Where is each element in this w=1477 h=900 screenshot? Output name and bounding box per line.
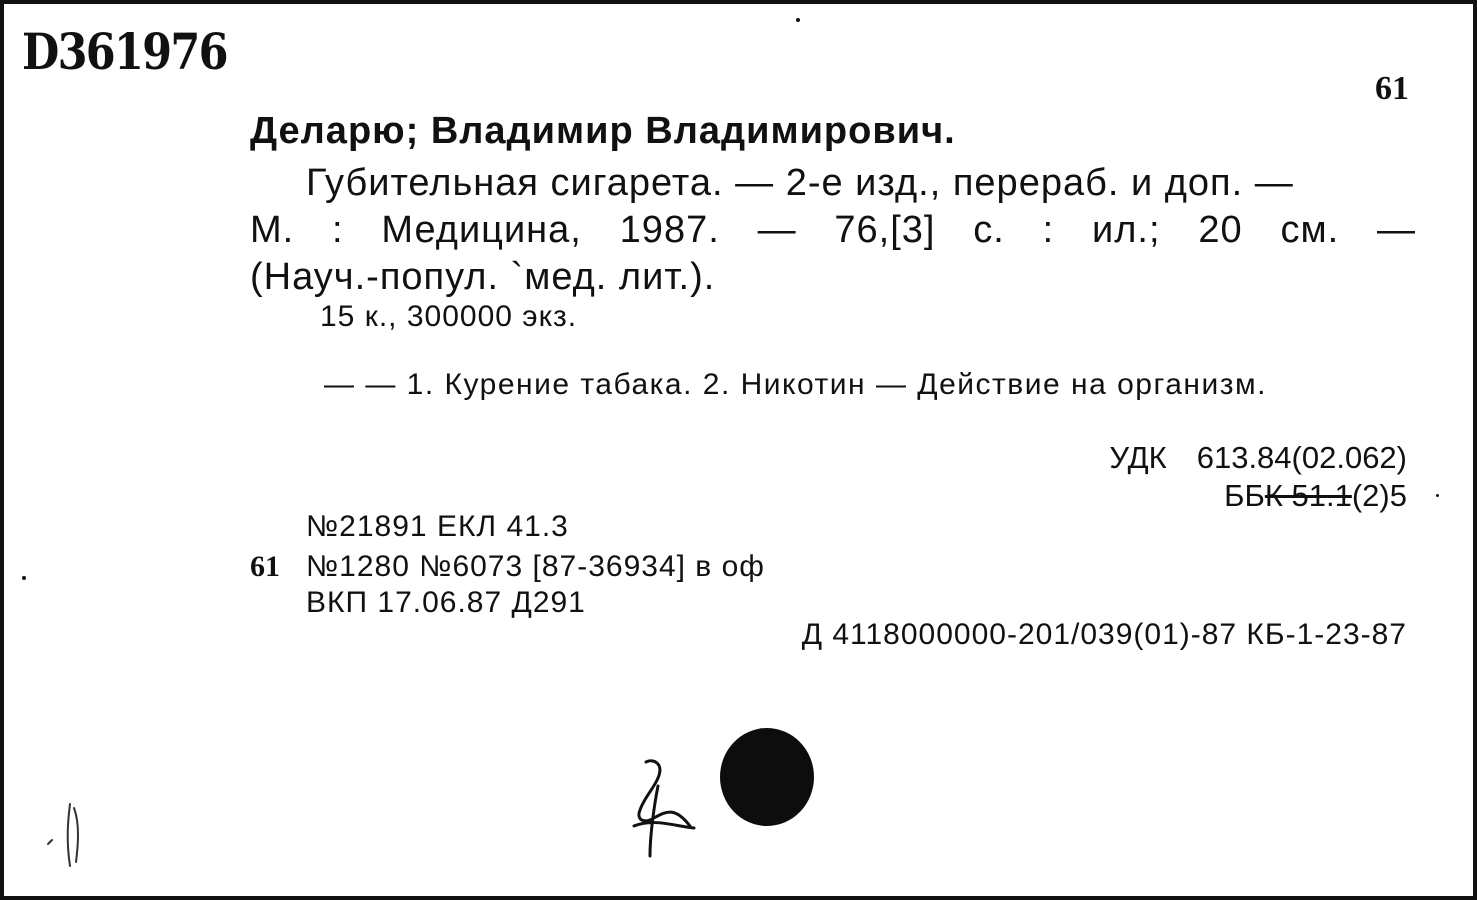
corner-number: 61 bbox=[1375, 70, 1409, 107]
imprint-part: Медицина, bbox=[381, 209, 582, 251]
imprint-part: — bbox=[1376, 209, 1416, 251]
imprint-part: 1987. bbox=[619, 209, 720, 251]
speck bbox=[1436, 494, 1439, 497]
inventory-stamp: D361976 bbox=[22, 22, 227, 81]
udk-value: 613.84(02.062) bbox=[1196, 440, 1407, 475]
punch-dot bbox=[720, 728, 814, 826]
imprint-part: М. bbox=[250, 209, 295, 251]
row-number-mark: 61 bbox=[250, 550, 280, 583]
udk-label: УДК bbox=[1109, 440, 1167, 475]
bbk-value: (2)5 bbox=[1351, 478, 1407, 513]
imprint-part: : bbox=[1042, 209, 1055, 251]
handwritten-mark bbox=[624, 756, 704, 866]
imprint-part: ил.; bbox=[1092, 209, 1161, 251]
speck bbox=[22, 576, 26, 580]
imprint-part: : bbox=[332, 209, 344, 251]
accession-line: №21891 ЕКЛ 41.3 bbox=[306, 510, 569, 543]
pencil-mark bbox=[40, 800, 90, 870]
bbk-struck: К 51.1 bbox=[1264, 478, 1352, 513]
d-code-line: Д 4118000000-201/039(01)-87 КБ-1-23-87 bbox=[801, 618, 1407, 651]
author-heading: Деларю; Владимир Владимирович. bbox=[250, 110, 956, 152]
bbk-label: ББ bbox=[1224, 478, 1265, 513]
subjects-line: — — 1. Курение табака. 2. Никотин — Действие на организм. bbox=[324, 368, 1267, 401]
imprint-line bbox=[250, 209, 1416, 252]
imprint-part: 20 bbox=[1198, 209, 1243, 251]
price-line: 15 к., 300000 экз. bbox=[320, 300, 578, 333]
speck bbox=[796, 18, 800, 22]
title-line: Губительная сигарета. — 2-е изд., перераб. и доп. — bbox=[306, 162, 1294, 204]
bbk-line bbox=[1224, 478, 1407, 514]
imprint-part: с. bbox=[973, 209, 1005, 251]
udk-line bbox=[1109, 440, 1407, 476]
series-line: (Науч.-попул. `мед. лит.). bbox=[250, 256, 716, 298]
registry-line: №1280 №6073 [87-36934] в оф bbox=[306, 550, 765, 583]
imprint-part: 76,[3] bbox=[834, 209, 936, 251]
vkp-line: ВКП 17.06.87 Д291 bbox=[306, 586, 586, 619]
imprint-part: — bbox=[757, 209, 797, 251]
imprint-part: см. bbox=[1280, 209, 1340, 251]
